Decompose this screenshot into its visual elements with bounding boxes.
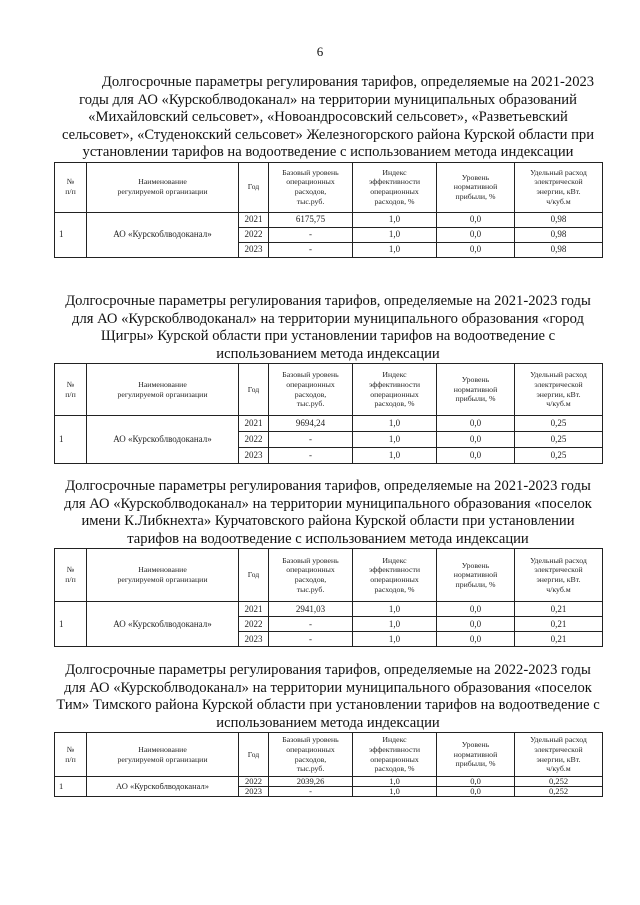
efficiency-index-cell: 1,0 xyxy=(353,432,437,448)
col-profit-level-header: Уровень нормативной прибыли, % xyxy=(437,364,515,416)
base-expenses-cell: - xyxy=(269,617,353,632)
row-number: 1 xyxy=(55,777,87,797)
col-energy-consumption-header: Удельный расход электрической энергии, кВт. ч/куб.м xyxy=(515,733,603,777)
year-cell: 2023 xyxy=(239,242,269,257)
parameters-table xyxy=(54,363,603,464)
energy-consumption-cell: 0,25 xyxy=(515,432,603,448)
col-number-header: № п/п xyxy=(55,733,87,777)
col-year-header: Год xyxy=(239,364,269,416)
col-efficiency-index-header: Индекс эффективности операционных расходов, % xyxy=(353,549,437,602)
col-efficiency-index-header: Индекс эффективности операционных расходов, % xyxy=(353,162,437,212)
energy-consumption-cell: 0,98 xyxy=(515,227,603,242)
year-cell: 2022 xyxy=(239,617,269,632)
base-expenses-cell: 2039,26 xyxy=(269,777,353,787)
year-cell: 2022 xyxy=(239,432,269,448)
page-number: 6 xyxy=(316,44,324,59)
profit-level-cell: 0,0 xyxy=(437,602,515,617)
energy-consumption-cell: 0,21 xyxy=(515,617,603,632)
col-efficiency-index-header: Индекс эффективности операционных расходов, % xyxy=(353,733,437,777)
year-cell: 2021 xyxy=(239,416,269,432)
table-row xyxy=(55,416,603,432)
base-expenses-cell: 9694,24 xyxy=(269,416,353,432)
efficiency-index-cell: 1,0 xyxy=(353,787,437,797)
profit-level-cell: 0,0 xyxy=(437,448,515,464)
base-expenses-cell: - xyxy=(269,448,353,464)
section-tim xyxy=(54,662,602,797)
section-mikhailovsky xyxy=(54,74,602,258)
base-expenses-cell: - xyxy=(269,227,353,242)
base-expenses-cell: 6175,75 xyxy=(269,212,353,227)
profit-level-cell: 0,0 xyxy=(437,617,515,632)
efficiency-index-cell: 1,0 xyxy=(353,777,437,787)
col-year-header: Год xyxy=(239,162,269,212)
row-number: 1 xyxy=(55,416,87,464)
base-expenses-cell: - xyxy=(269,242,353,257)
energy-consumption-cell: 0,98 xyxy=(515,242,603,257)
organization-name: АО «Курскоблводоканал» xyxy=(87,602,239,647)
section-shchigry xyxy=(54,293,602,464)
section-title: Долгосрочные параметры регулирования тарифов, определяемые на 2021-2023 годы для АО «Курскоблводоканал» на территории муниципального образования «город Щигры» Курской области при установлении тарифов на водоотведение с использованием метода индексации xyxy=(65,293,591,362)
efficiency-index-cell: 1,0 xyxy=(353,632,437,647)
parameters-table xyxy=(54,548,603,647)
organization-name: АО «Курскоблводоканал» xyxy=(87,416,239,464)
row-number: 1 xyxy=(55,212,87,257)
col-year-header: Год xyxy=(239,733,269,777)
col-base-expenses-header: Базовый уровень операционных расходов, тыс.руб. xyxy=(269,549,353,602)
year-cell: 2023 xyxy=(239,632,269,647)
table-row xyxy=(55,212,603,227)
table-row xyxy=(55,602,603,617)
year-cell: 2022 xyxy=(239,777,269,787)
base-expenses-cell: - xyxy=(269,632,353,647)
efficiency-index-cell: 1,0 xyxy=(353,617,437,632)
energy-consumption-cell: 0,21 xyxy=(515,632,603,647)
efficiency-index-cell: 1,0 xyxy=(353,242,437,257)
profit-level-cell: 0,0 xyxy=(437,787,515,797)
col-energy-consumption-header: Удельный расход электрической энергии, кВт. ч/куб.м xyxy=(515,162,603,212)
col-energy-consumption-header: Удельный расход электрической энергии, кВт. ч/куб.м xyxy=(515,364,603,416)
efficiency-index-cell: 1,0 xyxy=(353,212,437,227)
col-profit-level-header: Уровень нормативной прибыли, % xyxy=(437,549,515,602)
table-header-row xyxy=(55,162,603,212)
energy-consumption-cell: 0,98 xyxy=(515,212,603,227)
year-cell: 2022 xyxy=(239,227,269,242)
table-header-row xyxy=(55,733,603,777)
year-cell: 2023 xyxy=(239,787,269,797)
energy-consumption-cell: 0,252 xyxy=(515,787,603,797)
efficiency-index-cell: 1,0 xyxy=(353,227,437,242)
col-efficiency-index-header: Индекс эффективности операционных расходов, % xyxy=(353,364,437,416)
base-expenses-cell: - xyxy=(269,787,353,797)
col-number-header: № п/п xyxy=(55,549,87,602)
col-number-header: № п/п xyxy=(55,364,87,416)
section-title: Долгосрочные параметры регулирования тарифов, определяемые на 2022-2023 годы для АО «Курскоблводоканал» на территории муниципального образования «поселок Тим» Тимского района Курской области при установлении тарифов на водоотведение с использованием метода индексации xyxy=(56,662,600,731)
col-organization-header: Наименование регулируемой организации xyxy=(87,162,239,212)
base-expenses-cell: - xyxy=(269,432,353,448)
year-cell: 2021 xyxy=(239,212,269,227)
organization-name: АО «Курскоблводоканал» xyxy=(87,777,239,797)
organization-name: АО «Курскоблводоканал» xyxy=(87,212,239,257)
energy-consumption-cell: 0,25 xyxy=(515,416,603,432)
profit-level-cell: 0,0 xyxy=(437,212,515,227)
profit-level-cell: 0,0 xyxy=(437,777,515,787)
efficiency-index-cell: 1,0 xyxy=(353,448,437,464)
section-liebknecht xyxy=(54,478,602,647)
col-year-header: Год xyxy=(239,549,269,602)
year-cell: 2021 xyxy=(239,602,269,617)
table-header-row xyxy=(55,549,603,602)
section-title: Долгосрочные параметры регулирования тарифов, определяемые на 2021-2023 годы для АО «Курскоблводоканал» на территории муниципальных образований «Михайловский сельсовет», «Новоандросовский сельсовет», «Разветьевский сельсовет», «Студенокский сельсовет» Железногорского района Курской области при установлении тарифов на водоотведение с использованием метода индексации xyxy=(61,74,595,160)
col-base-expenses-header: Базовый уровень операционных расходов, тыс.руб. xyxy=(269,364,353,416)
parameters-table xyxy=(54,732,603,797)
efficiency-index-cell: 1,0 xyxy=(353,416,437,432)
profit-level-cell: 0,0 xyxy=(437,227,515,242)
profit-level-cell: 0,0 xyxy=(437,416,515,432)
table-row xyxy=(55,777,603,787)
col-profit-level-header: Уровень нормативной прибыли, % xyxy=(437,162,515,212)
col-base-expenses-header: Базовый уровень операционных расходов, тыс.руб. xyxy=(269,733,353,777)
energy-consumption-cell: 0,25 xyxy=(515,448,603,464)
energy-consumption-cell: 0,21 xyxy=(515,602,603,617)
base-expenses-cell: 2941,03 xyxy=(269,602,353,617)
profit-level-cell: 0,0 xyxy=(437,632,515,647)
efficiency-index-cell: 1,0 xyxy=(353,602,437,617)
profit-level-cell: 0,0 xyxy=(437,432,515,448)
col-base-expenses-header: Базовый уровень операционных расходов, тыс.руб. xyxy=(269,162,353,212)
table-header-row xyxy=(55,364,603,416)
col-organization-header: Наименование регулируемой организации xyxy=(87,364,239,416)
parameters-table xyxy=(54,162,603,258)
section-title: Долгосрочные параметры регулирования тарифов, определяемые на 2021-2023 годы для АО «Курскоблводоканал» на территории муниципального образования «поселок имени К.Либкнехта» Курчатовского района Курской области при установлении тарифов на водоотведение с использованием метода индексации xyxy=(64,478,592,547)
year-cell: 2023 xyxy=(239,448,269,464)
col-number-header: № п/п xyxy=(55,162,87,212)
row-number: 1 xyxy=(55,602,87,647)
col-organization-header: Наименование регулируемой организации xyxy=(87,733,239,777)
col-profit-level-header: Уровень нормативной прибыли, % xyxy=(437,733,515,777)
profit-level-cell: 0,0 xyxy=(437,242,515,257)
col-organization-header: Наименование регулируемой организации xyxy=(87,549,239,602)
col-energy-consumption-header: Удельный расход электрической энергии, кВт. ч/куб.м xyxy=(515,549,603,602)
energy-consumption-cell: 0,252 xyxy=(515,777,603,787)
